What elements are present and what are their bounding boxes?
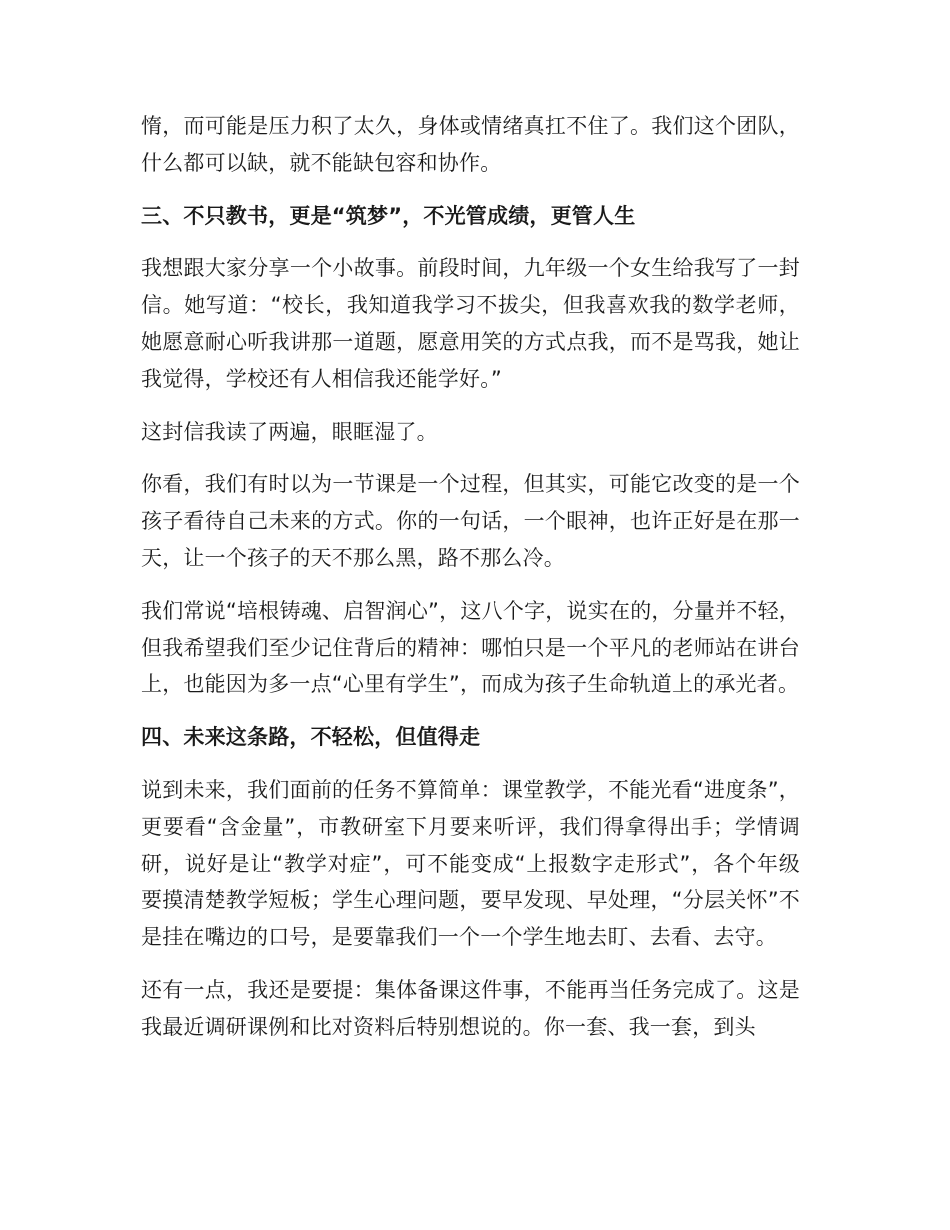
paragraph-one-lesson: 你看，我们有时以为一节课是一个过程，但其实，可能它改变的是一个孩子看待自己未来的方式。你的一句话，一个眼神，也许正好是在那一天，让一个孩子的天不那么黑，路不那么冷。 xyxy=(141,472,800,570)
paragraph-read-twice: 这封信我读了两遍，眼眶湿了。 xyxy=(141,419,438,444)
paragraph-letter-story: 我想跟大家分享一个小故事。前段时间，九年级一个女生给我写了一封信。她写道：“校长，我知道我学习不拔尖，但我喜欢我的数学老师，她愿意耐心听我讲那一道题，愿意用笑的方式点我，而不是骂我，她让我觉得，学校还有人相信我还能学好。” xyxy=(141,256,800,391)
paragraph-future-tasks: 说到未来，我们面前的任务不算简单：课堂教学，不能光看“进度条”，更要看“含金量”，市教研室下月要来听评，我们得拿得出手；学情调研，说好是让“教学对症”，可不能变成“上报数字走形式”，各个年级要摸清楚教学短板；学生心理问题，要早发现、早处理，“分层关怀”不是挂在嘴边的口号，是要靠我们一个一个学生地去盯、去看、去守。 xyxy=(141,777,800,950)
section-heading-3: 三、不只教书，更是“筑梦”，不光管成绩，更管人生 xyxy=(141,203,636,228)
paragraph-continuation: 惰，而可能是压力积了太久，身体或情绪真扛不住了。我们这个团队，什么都可以缺，就不能缺包容和协作。 xyxy=(141,114,800,175)
paragraph-collective-prep: 还有一点，我还是要提：集体备课这件事，不能再当任务完成了。这是我最近调研课例和比对资料后特别想说的。你一套、我一套，到头 xyxy=(141,977,800,1039)
paragraph-motto: 我们常说“培根铸魂、启智润心”，这八个字，说实在的，分量并不轻，但我希望我们至少记住背后的精神：哪怕只是一个平凡的老师站在讲台上，也能因为多一点“心里有学生”，而成为孩子生命轨道上的承光者。 xyxy=(141,598,800,697)
section-heading-4: 四、未来这条路，不轻松，但值得走 xyxy=(141,725,481,750)
